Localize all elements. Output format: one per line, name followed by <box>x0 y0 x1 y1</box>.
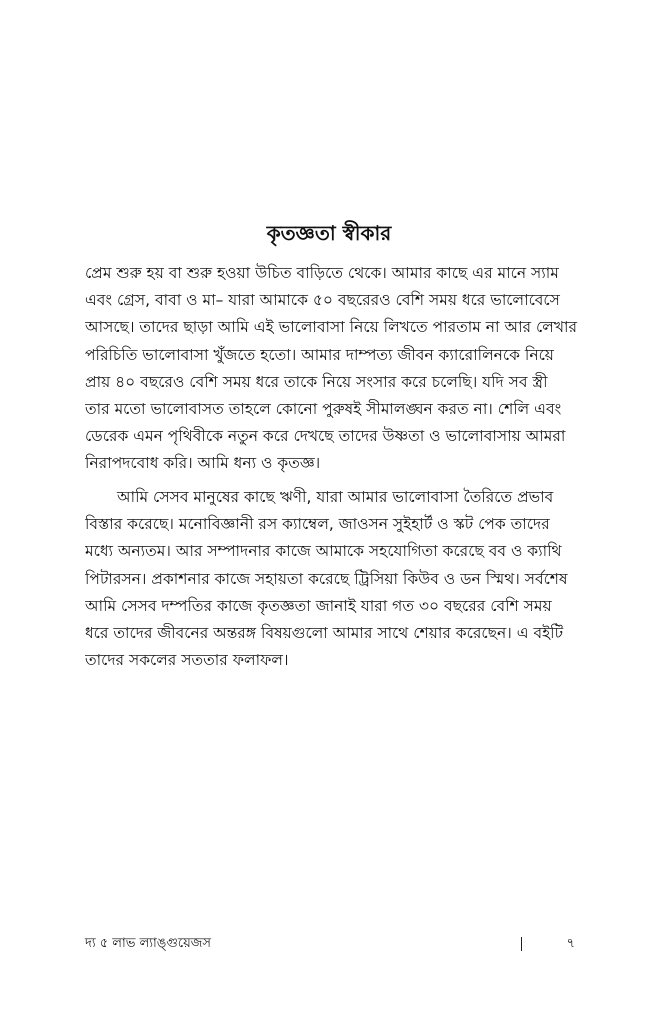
text-line: পরিচিতি ভালোবাসা খুঁজতে হতো। আমার দাম্পত্য জীবন ক্যারোলিনকে নিয়ে <box>85 345 554 364</box>
footer-divider <box>521 937 522 951</box>
text-line: এবং গ্রেস, বাবা ও মা– যারা আমাকে ৫০ বছরেরও বেশি সময় ধরে ভালোবেসে <box>85 291 560 310</box>
text-line: বিস্তার করেছে। মনোবিজ্ঞানী রস ক্যাম্বেল, জাওসন সুইহার্ট ও স্কট পেক তাদের <box>85 515 550 534</box>
text-line: তার মতো ভালোবাসত তাহলে কোনো পুরুষই সীমালঙ্ঘন করত না। শেলি এবং <box>85 400 562 419</box>
paragraph-acknowledgement-family <box>85 260 581 478</box>
text-line: আমি সেসব দম্পতির কাজে কৃতজ্ঞতা জানাই যারা গত ৩০ বছরের বেশি সময় <box>85 596 552 615</box>
text-line: আসছে। তাদের ছাড়া আমি এই ভালোবাসা নিয়ে লিখতে পারতাম না আর লেখার <box>85 318 578 337</box>
footer-book-title: দ্য ৫ লাভ ল্যাঙ্গুয়েজস <box>85 936 211 951</box>
text-line: নিরাপদবোধ করি। আমি ধন্য ও কৃতজ্ঞ। <box>85 454 321 473</box>
text-line: আমি সেসব মানুষের কাছে ঋণী, যারা আমার ভালোবাসা তৈরিতে প্রভাব <box>117 488 554 506</box>
text-line: পিটারসন। প্রকাশনার কাজে সহায়তা করেছে ট্রিসিয়া কিউব ও ডন স্মিথ। সর্বশেষ <box>85 569 568 588</box>
paragraph-acknowledgement-colleagues <box>85 484 581 674</box>
text-line: প্রায় ৪০ বছরেও বেশি সময় ধরে তাকে নিয়ে সংসার করে চলেছি। যদি সব স্ত্রী <box>85 372 548 391</box>
page-footer <box>85 932 575 956</box>
text-line: ধরে তাদের জীবনের অন্তরঙ্গ বিষয়গুলো আমার সাথে শেয়ার করেছেন। এ বইটি <box>85 624 564 643</box>
page-heading: কৃতজ্ঞতা স্বীকার <box>266 221 392 245</box>
page-number: ৭ <box>566 936 575 951</box>
text-line: প্রেম শুরু হয় বা শুরু হওয়া উচিত বাড়িতে থেকে। আমার কাছে এর মানে স্যাম <box>85 264 559 282</box>
text-line: মধ্যে অন্যতম। আর সম্পাদনার কাজে আমাকে সহযোগিতা করেছে বব ও ক্যাথি <box>85 542 562 561</box>
text-line: তাদের সকলের সততার ফলাফল। <box>85 651 289 670</box>
text-line: ডেরেক এমন পৃথিবীকে নতুন করে দেখছে তাদের উষ্ণতা ও ভালোবাসায় আমরা <box>85 427 566 446</box>
